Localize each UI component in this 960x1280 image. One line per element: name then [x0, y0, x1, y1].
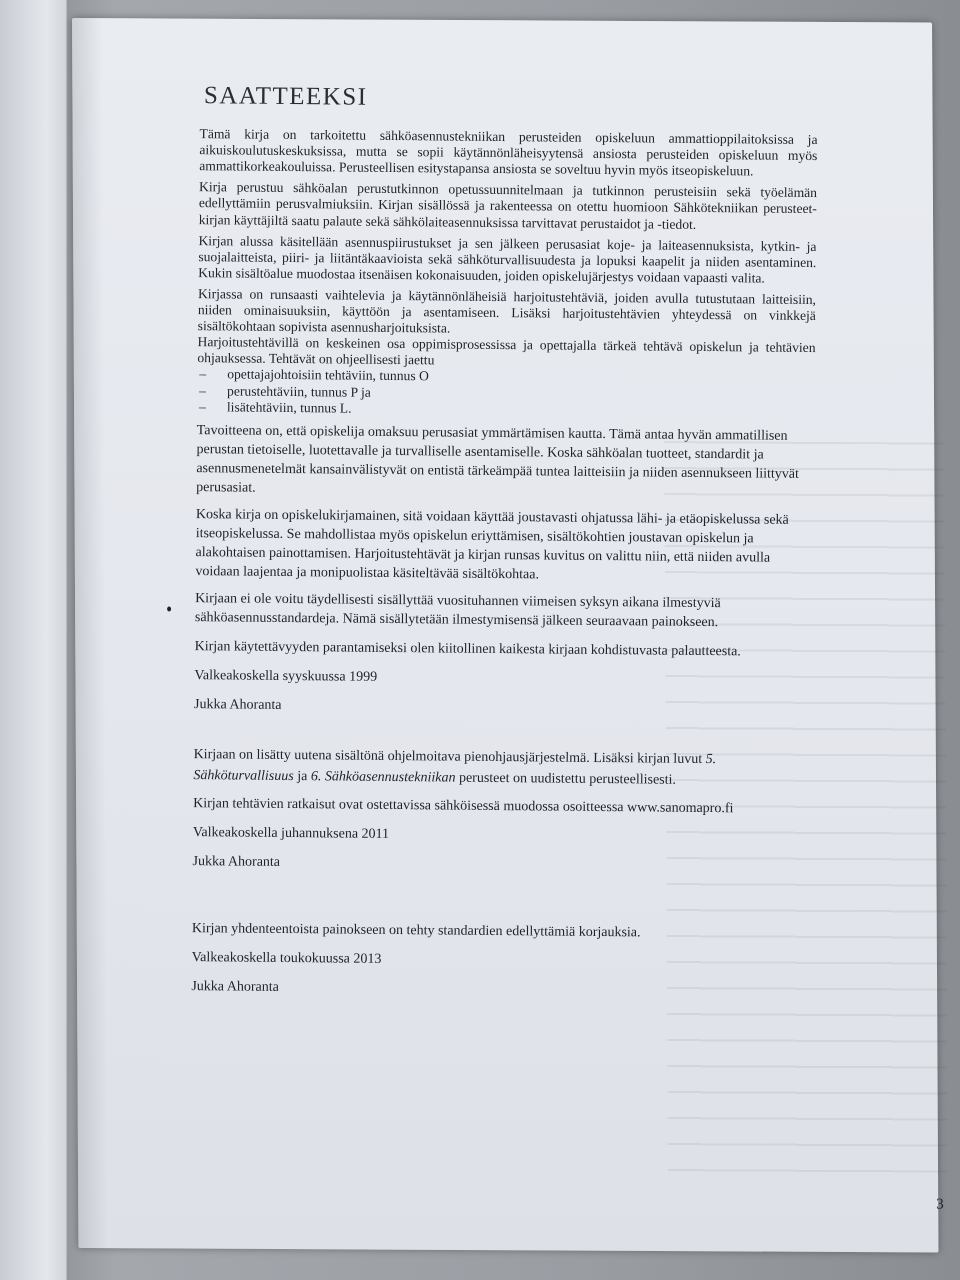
paragraph: Kirjassa on runsaasti vaihtelevia ja käytännönläheisiä harjoitustehtäviä, joiden avulla tutustutaan laitteisiin, niiden ominaisuuksiin, käyttöön ja asentamiseen. Lisäksi harjoitustehtävien yhteydessä on vinkkejä sisältökohtaan sopivista asennusharjoituksista. — [197, 286, 817, 336]
note-2011-text: Kirjaan on lisätty uutena sisältönä ohjelmoitava pienohjausjärjestelmä. Lisäksi kirjan luvut 5. Sähköturvallisuus ja 6. Sähköasennustekniikan perusteet on uudistettu perusteellisesti. — [193, 746, 717, 788]
chapter-reference: 5. Sähköturvallisuus — [193, 751, 717, 784]
paragraph: Harjoitustehtävillä on keskeinen osa oppimisprosessissa ja opettajalla tärkeä tehtävä opiskelun ja tehtävien ohjauksessa. Tehtävät on ohjeellisesti jaettu — [197, 334, 816, 368]
signoff-author: Jukka Ahoranta — [191, 978, 279, 995]
paragraph: Tämä kirja on tarkoitettu sähköasennustekniikan perusteiden opiskeluun ammattioppilaitoksissa ja aikuiskoulutuskeskuksissa, mutta se sopii käytännönläheisyytensä ansiosta perusteiden opiskeluun myös ammattikorkeakouluissa. Perusteellisen esitystapansa ansiosta se soveltuu hyvin myös itseopiskeluun. — [199, 126, 818, 179]
ink-speck — [167, 606, 171, 611]
page-content — [177, 82, 836, 1010]
paragraph: Koska kirja on opiskelukirjamainen, sitä voidaan käyttää joustavasti ohjatussa lähi- ja etäopiskelussa sekä itseopiskelussa. Se mahdollistaa myös opiskelun eriyttämisen, sisältökohtien joustavan opiskelun ja alakohtaisen painottamisen. Harjoitustehtävät ja kirjan runsas kuvitus on valittu niin, että niiden avulla voidaan laajentaa ja monipuolistaa käsiteltävää sisältökohtaa. — [195, 506, 789, 583]
signoff-place-date: Valkeakoskella syyskuussa 1999 — [194, 667, 378, 685]
previous-page-edge — [0, 0, 67, 1280]
list-item: – opettajajohtoisiin tehtäviin, tunnus O — [197, 367, 815, 389]
foreword-lower-body — [191, 421, 815, 1004]
foreword-body — [191, 126, 817, 1003]
task-type-list — [197, 367, 815, 421]
page-number: 3 — [936, 1196, 944, 1213]
solutions-note: Kirjan tehtävien ratkaisut ovat ostettavissa sähköisessä muodossa osoitteessa www.sanomapro.fi — [193, 795, 734, 816]
paragraph: Kirjan käytettävyyden parantamiseksi olen kiitollinen kaikesta kirjaan kohdistuvasta palautteesta. — [194, 638, 741, 660]
list-item: – lisätehtäviin, tunnus L. — [197, 399, 815, 421]
note-2013-text: Kirjan yhdenteentoista painokseen on tehty standardien edellyttämiä korjauksia. — [191, 920, 641, 941]
chapter-reference: 6. Sähköasennustekniikan — [310, 768, 456, 786]
paragraph: Kirjaan ei ole voitu täydellisesti sisällyttää vuosituhannen viimeisen syksyn aikana ilmestyviä sähköasennusstandardeja. Nämä sisällytetään ilmestymisensä jälkeen seuraavaan painokseen. — [194, 590, 721, 630]
signoff-place-date: Valkeakoskella toukokuussa 2013 — [191, 949, 382, 967]
page-title: SAATTEEKSI — [203, 82, 368, 111]
signoff-author: Jukka Ahoranta — [194, 696, 282, 713]
paragraph: Tavoitteena on, että opiskelija omaksuu perusasiat ymmärtämisen kautta. Tämä antaa hyvän ammatillisen perustan tietoiselle, luotettavalle ja turvalliselle asentamiselle. Koska sähköalan tuotteet, standardit ja asennusmenetelmät kansainvälistyvät on entistä tärkeämpää tuntea laitteisiin ja niiden asennukseen liittyvät perusasiat. — [196, 422, 800, 496]
signoff-place-date: Valkeakoskella juhannuksena 2011 — [192, 824, 390, 842]
signoff-author: Jukka Ahoranta — [192, 853, 281, 870]
paragraph: Kirja perustuu sähköalan perustutkinnon opetussuunnitelmaan ja tutkinnon perusteisiin sekä työelämän edellyttämiin perusvalmiuksiin. Kirjan sisällössä ja rakenteessa on otettu huomioon Sähkötekniikan perusteet-kirjan käyttäjiltä saatu palaute sekä sähkölaiteasennuksissa tarvittavat perustaidot ja -tiedot. — [198, 179, 818, 232]
paragraph: Kirjan alussa käsitellään asennuspiirustukset ja sen jälkeen perusasiat koje- ja laiteasennuksista, kytkin- ja suojalaitteista, piiri- ja liitäntäkaavioista sekä sähköturvallisuudesta ja lopuksi kaapelit ja niiden asentaminen. Kukin sisältöalue muodostaa itsenäisen kokonaisuuden, joiden opiskelujärjestys voidaan vapaasti valita. — [198, 232, 817, 286]
list-item: – perustehtäviin, tunnus P ja — [197, 383, 815, 405]
